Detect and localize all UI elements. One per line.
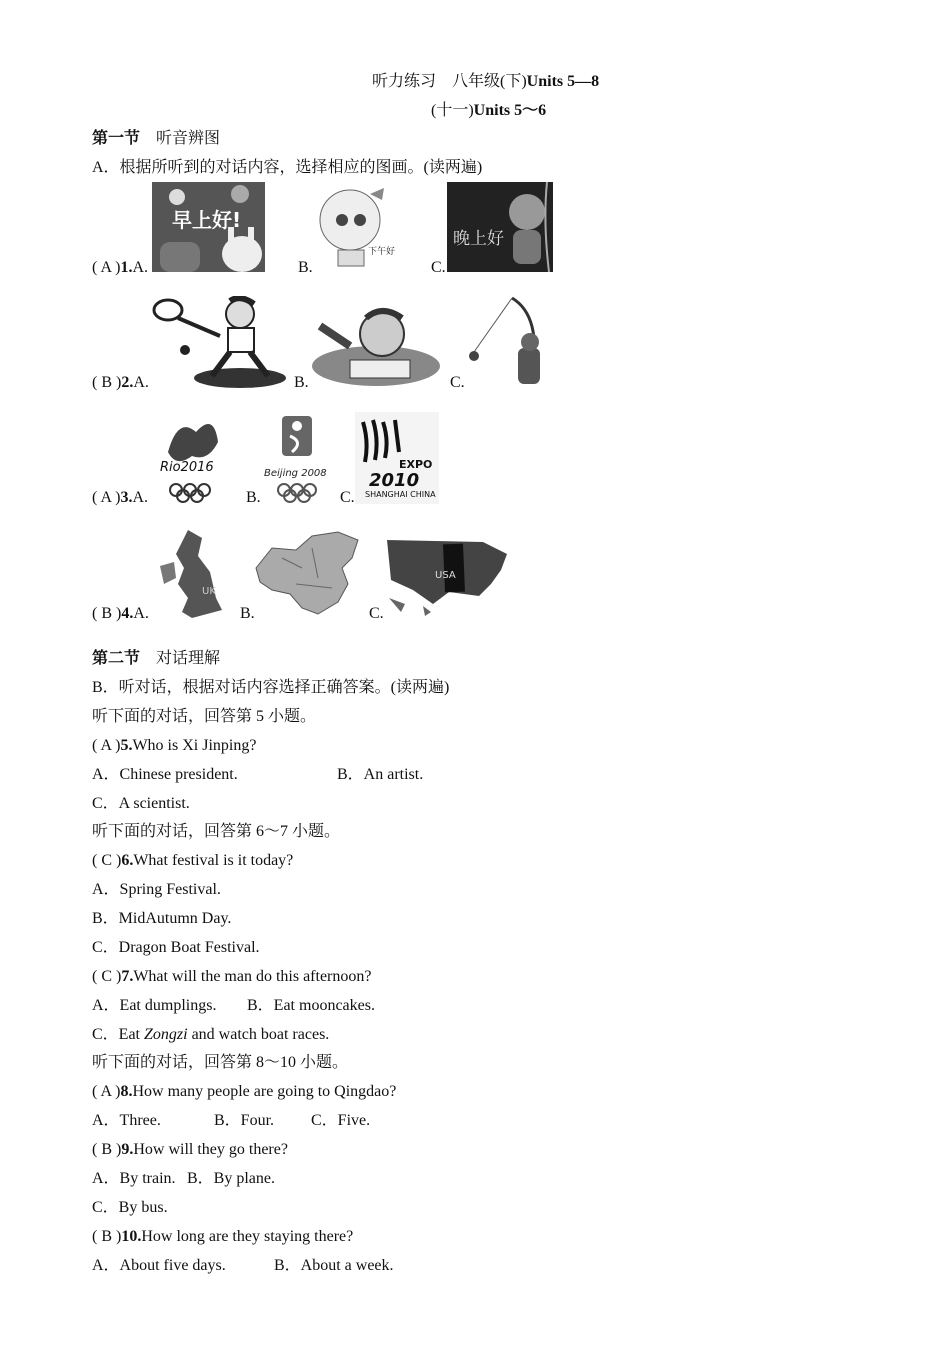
section1-title: 听音辨图 [156,130,221,147]
q5-option-b: B．An artist. [337,766,424,783]
q9-option-b: B．By plane. [187,1170,275,1187]
rio-text: Rio2016 [160,460,214,475]
q3-option-c: C. [340,489,355,506]
q8-text: How many people are going to Qingdao? [132,1083,397,1100]
q2-option-b: B. [294,374,309,391]
q1-answer: ( A ) [92,259,121,276]
intro-q8-10: 听下面的对话，回答第 8～10 小题。 [92,1054,349,1071]
subtitle-bold: Units 5～6 [473,102,547,119]
q6-option-c: C．Dragon Boat Festival. [92,939,260,956]
q9-text: How will they go there? [133,1141,288,1158]
good-afternoon-picture [310,182,400,272]
beijing-text: Beijing 2008 [264,468,327,479]
page-subtitle [431,101,546,121]
q7-answer: ( C ) [92,968,122,985]
q7-question [92,967,371,987]
expo-logo-picture [355,412,439,504]
good-morning-text: 早上好! [172,208,242,232]
q8-question [92,1082,396,1102]
usa-label: USA [435,570,456,581]
q8-option-c: C．Five. [311,1112,371,1129]
q6-question [92,851,293,871]
q4-row [92,604,149,624]
q5-option-c: C．A scientist. [92,795,190,812]
q6-number: 6. [121,852,134,869]
uk-map-picture [152,528,232,620]
q9-question [92,1140,288,1160]
q6-option-a: A．Spring Festival. [92,881,221,898]
q4-option-c: C. [369,605,384,622]
q3-option-a: A. [132,489,149,506]
page-title [372,72,599,92]
q9-number: 9. [121,1141,134,1158]
q10-number: 10. [121,1228,142,1245]
q8-answer: ( A ) [92,1083,121,1100]
expo-text: EXPO [399,458,433,471]
q7-option-c-prefix: C．Eat [92,1026,144,1043]
q2-option-c: C. [450,374,465,391]
china-map-picture [252,528,362,620]
q4-option-b: B. [240,605,255,622]
girl-reading-icon [310,296,442,388]
beijing-logo-picture [262,412,332,504]
expo-city-text: SHANGHAI CHINA [365,490,436,499]
good-morning-picture [152,182,265,272]
q10-answer: ( B ) [92,1228,122,1245]
q6-option-b: B．MidAutumn Day. [92,910,232,927]
beijing-olympics-logo-icon [262,412,332,504]
q8-option-b: B．Four. [214,1112,275,1129]
q4-number: 4. [121,605,134,622]
q7-option-c-italic: Zongzi [144,1026,188,1043]
q3-answer: ( A ) [92,489,121,506]
q3-option-b: B. [246,489,261,506]
q5-question [92,736,256,756]
usa-map-picture [383,534,513,616]
q7-text: What will the man do this afternoon? [133,968,372,985]
q2-option-a: A. [133,374,149,391]
title-bold: Units 5—8 [526,73,600,90]
uk-label: UK [202,586,216,597]
q10-option-a: A．About five days. [92,1257,226,1274]
q7-option-b: B．Eat mooncakes. [247,997,375,1014]
good-evening-text: 晚上好 [453,229,504,249]
intro-q5: 听下面的对话，回答第 5 小题。 [92,708,317,725]
q1-option-b: B. [298,259,313,276]
uk-map-icon [152,528,232,620]
expo-year-text: 2010 [369,470,420,491]
section1-instruction: A．根据所听到的对话内容，选择相应的图画。(读两遍) [92,159,483,176]
q10-option-b: B．About a week. [274,1257,394,1274]
q1-option-a: A. [132,259,149,276]
q5-text: Who is Xi Jinping? [132,737,257,754]
tennis-player-icon [150,296,286,388]
section2-heading [92,649,220,669]
q4-option-a: A. [133,605,149,622]
fishing-picture [462,296,554,388]
q5-number: 5. [120,737,133,754]
section1-number: 第一节 [92,130,141,147]
reading-picture [310,296,442,388]
q9-option-a: A．By train. [92,1170,176,1187]
fishing-icon [462,296,554,388]
title-prefix: 听力练习 八年级(下) [372,73,527,90]
rio-olympics-logo-icon [158,412,228,504]
rio-logo-picture [158,412,228,504]
q6-answer: ( C ) [92,852,122,869]
q5-answer: ( A ) [92,737,121,754]
china-map-icon [252,528,362,620]
q4-answer: ( B ) [92,605,122,622]
section2-number: 第二节 [92,650,141,667]
q7-option-a: A．Eat dumplings. [92,997,217,1014]
q9-answer: ( B ) [92,1141,122,1158]
section2-instruction: B．听对话，根据对话内容选择正确答案。(读两遍) [92,679,450,696]
q9-option-c: C．By bus. [92,1199,168,1216]
q1-number: 1. [120,259,133,276]
q8-option-a: A．Three. [92,1112,161,1129]
q5-option-a: A．Chinese president. [92,766,238,783]
q2-answer: ( B ) [92,374,122,391]
good-evening-picture [447,182,553,272]
q10-text: How long are they staying there? [141,1228,354,1245]
q3-number: 3. [120,489,133,506]
q6-text: What festival is it today? [133,852,294,869]
q8-number: 8. [120,1083,133,1100]
q7-option-c [92,1025,329,1045]
section1-heading [92,129,220,149]
q1-row [92,258,148,278]
tennis-picture [150,296,286,388]
q1-option-c: C. [431,259,446,276]
q10-question [92,1227,353,1247]
section2-title: 对话理解 [156,650,221,667]
q2-number: 2. [121,374,134,391]
intro-q6-7: 听下面的对话，回答第 6～7 小题。 [92,823,341,840]
q3-row [92,488,148,508]
subtitle-prefix: (十一) [431,102,474,119]
good-afternoon-text: 下午好 [368,247,396,257]
q7-number: 7. [121,968,134,985]
q2-row [92,373,149,393]
sheep-icon [310,182,400,272]
q7-option-c-suffix: and watch boat races. [187,1026,330,1043]
